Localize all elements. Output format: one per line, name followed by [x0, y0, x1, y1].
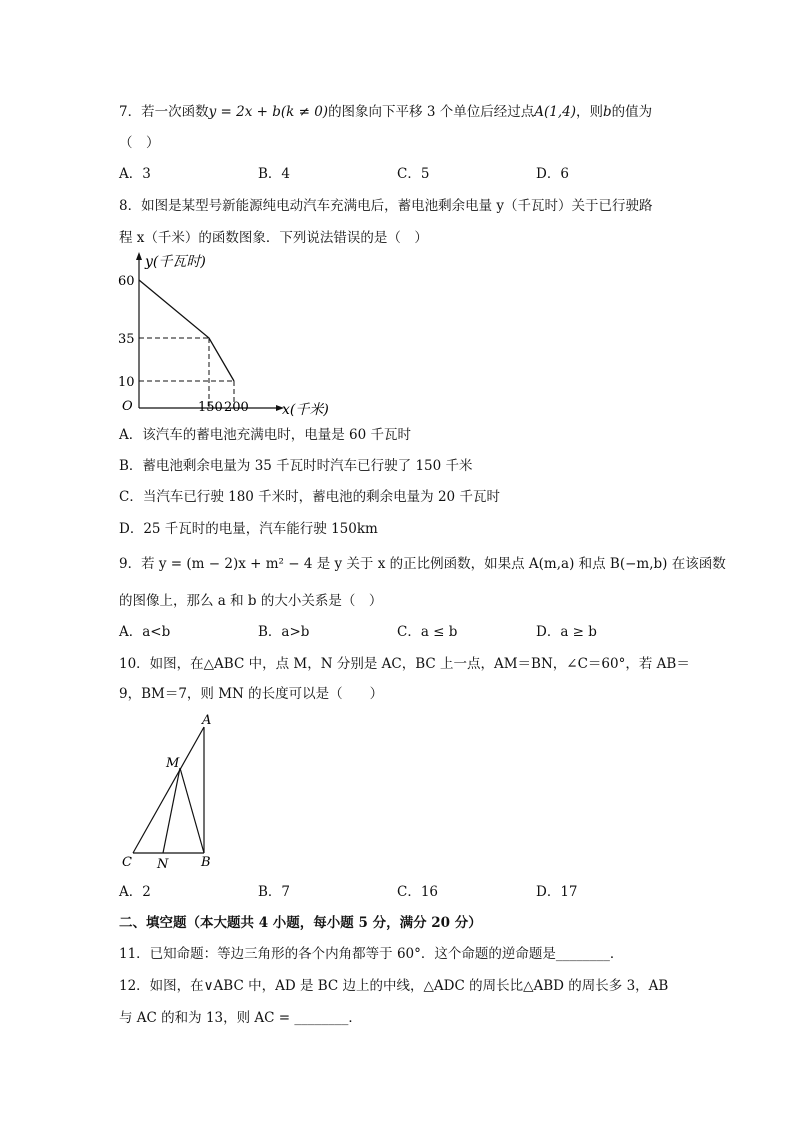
q10-stem-line1: 10．如图，在△ABC 中，点 M，N 分别是 AC，BC 上一点，AM＝BN，∠C＝60°，若 AB＝	[119, 656, 690, 672]
q7-option-a[interactable]: A．3	[119, 166, 151, 182]
q8-option-a[interactable]: A．该汽车的蓄电池充满电时，电量是 60 千瓦时	[119, 427, 412, 443]
q7-option-d[interactable]: D．6	[536, 166, 569, 182]
q8-y-arrow	[136, 252, 142, 260]
q8-stem-line2: 程 x（千米）的函数图象．下列说法错误的是（ ）	[119, 230, 428, 246]
q10-label-m: M	[166, 756, 180, 771]
q9-stem-line1: 9．若 y = (m − 2)x + m² − 4 是 y 关于 x 的正比例函数，如果点 A(m,a) 和点 B(−m,b) 在该函数	[119, 556, 726, 572]
q10-side-ca	[133, 727, 204, 853]
q7-option-c[interactable]: C．5	[397, 166, 430, 182]
q9-option-c[interactable]: C．a ≤ b	[397, 624, 458, 640]
q7-expression: y = 2x + b(k ≠ 0)	[208, 104, 329, 120]
q12-stem-line2: 与 AC 的和为 13，则 AC = ________．	[119, 1010, 362, 1026]
q7-stem-suffix: ，则	[576, 104, 603, 120]
q8-option-c[interactable]: C．当汽车已行驶 180 千米时，蓄电池的剩余电量为 20 千瓦时	[119, 489, 500, 505]
q7-answer-paren: （ ）	[119, 135, 160, 151]
q7-point: A(1,4)	[534, 104, 576, 120]
q7-stem-end: 的值为	[611, 104, 653, 120]
q7-stem-mid: 的图象向下平移 3 个单位后经过点	[328, 104, 535, 120]
q8-origin-label: O	[122, 399, 133, 414]
q8-option-b[interactable]: B．蓄电池剩余电量为 35 千瓦时时汽车已行驶了 150 千米	[119, 458, 473, 474]
q10-option-c[interactable]: C．16	[397, 884, 439, 900]
q7-stem	[119, 102, 652, 122]
q8-graph	[110, 248, 350, 420]
q10-segment-mn	[163, 768, 180, 853]
q10-label-n: N	[157, 857, 169, 872]
q8-y-tick-10: 10	[118, 375, 135, 390]
q11-stem: 11．已知命题：等边三角形的各个内角都等于 60°．这个命题的逆命题是________．	[119, 946, 624, 962]
q8-x-tick-200: 200	[224, 400, 249, 415]
q10-label-c: C	[122, 855, 132, 870]
q10-stem-line2: 9，BM＝7，则 MN 的长度可以是（ ）	[119, 686, 384, 702]
q9-option-d[interactable]: D．a ≥ b	[536, 624, 597, 640]
q10-label-b: B	[201, 855, 211, 870]
q8-y-label: y(千瓦时)	[145, 254, 206, 270]
q8-y-tick-60: 60	[118, 274, 135, 289]
q10-segment-mb	[180, 768, 204, 853]
q8-x-tick-150: 150	[198, 400, 223, 415]
q8-function-line	[139, 280, 234, 381]
q12-stem-line1: 12．如图，在∨ABC 中，AD 是 BC 边上的中线，△ADC 的周长比△ABD 的周长多 3，AB	[119, 978, 669, 994]
q10-option-a[interactable]: A．2	[119, 884, 151, 900]
q10-option-b[interactable]: B．7	[258, 884, 291, 900]
q7-variable: b	[603, 104, 612, 120]
q8-x-label: x(千米)	[282, 402, 329, 418]
q7-option-b[interactable]: B．4	[258, 166, 291, 182]
section2-heading: 二、填空题（本大题共 4 小题，每小题 5 分，满分 20 分）	[119, 915, 482, 931]
q10-triangle-figure	[115, 710, 225, 872]
q9-option-a[interactable]: A．a<b	[119, 624, 171, 640]
q7-stem-prefix: 7．若一次函数	[119, 104, 209, 120]
q9-stem-line2: 的图像上，那么 a 和 b 的大小关系是（ ）	[119, 593, 383, 609]
q9-option-b[interactable]: B．a>b	[258, 624, 310, 640]
q10-label-a: A	[202, 713, 212, 728]
q10-option-d[interactable]: D．17	[536, 884, 578, 900]
q8-option-d[interactable]: D．25 千瓦时的电量，汽车能行驶 150km	[119, 521, 378, 537]
q8-y-tick-35: 35	[118, 332, 135, 347]
q8-stem-line1: 8．如图是某型号新能源纯电动汽车充满电后，蓄电池剩余电量 y（千瓦时）关于已行驶路	[119, 198, 653, 214]
